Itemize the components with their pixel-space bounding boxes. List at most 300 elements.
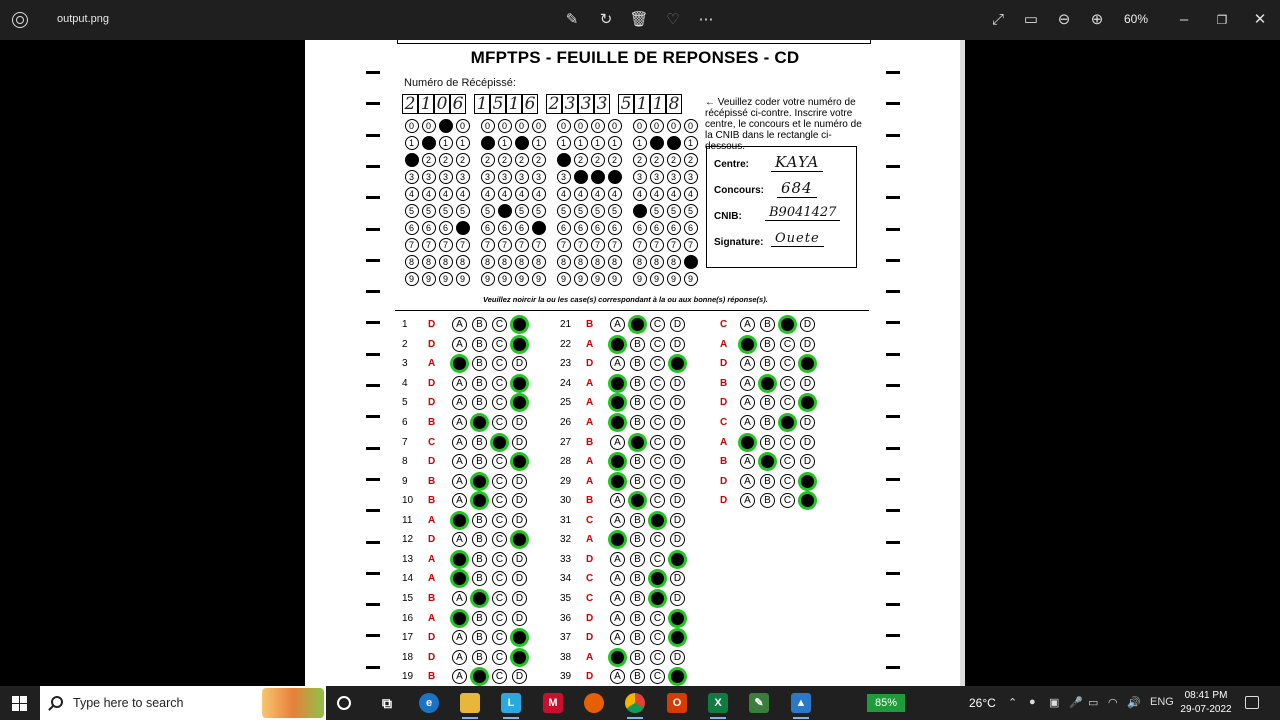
digit-bubble: 9 — [650, 272, 664, 286]
answer-key-letter: A — [586, 651, 594, 663]
digit-bubble: 8 — [667, 255, 681, 269]
option-bubble-d: D — [800, 435, 815, 450]
weather-temperature[interactable]: 26°C — [969, 696, 996, 710]
option-bubble-a: A — [740, 356, 755, 371]
question-number: 33 — [560, 553, 572, 565]
close-icon[interactable]: ✕ — [1253, 11, 1267, 28]
option-bubble-a — [610, 454, 625, 469]
option-bubble-b: B — [630, 376, 645, 391]
meet-now-icon[interactable]: ▣ — [1049, 697, 1060, 709]
option-bubble-b: B — [630, 415, 645, 430]
question-number: 10 — [402, 495, 414, 507]
digit-bubble — [650, 136, 664, 150]
taskbar — [0, 686, 1280, 720]
option-bubble-d: D — [670, 474, 685, 489]
answer-row — [558, 491, 685, 511]
timing-mark — [886, 353, 900, 356]
option-bubble-a: A — [452, 337, 467, 352]
option-bubble-d: D — [512, 591, 527, 606]
digit-bubble: 3 — [481, 170, 495, 184]
digit-bubble: 4 — [498, 187, 512, 201]
timing-mark — [886, 478, 900, 481]
question-number: 37 — [560, 632, 572, 644]
option-bubble-d — [800, 356, 815, 371]
digit-bubble: 2 — [684, 153, 698, 167]
digit-bubble: 5 — [481, 204, 495, 218]
python-idle-icon[interactable]: ✎ — [749, 693, 769, 713]
option-bubble-d: D — [800, 337, 815, 352]
wifi-icon[interactable]: ◠ — [1108, 697, 1118, 709]
answer-row — [718, 393, 815, 413]
answer-row — [400, 608, 527, 628]
question-number: 11 — [402, 514, 413, 526]
option-bubble-b: B — [472, 650, 487, 665]
option-bubble-c — [780, 317, 795, 332]
recepisse-digit: 1 — [418, 94, 434, 114]
more-icon[interactable]: ⋯ — [698, 11, 714, 28]
digit-bubble: 5 — [422, 204, 436, 218]
timing-mark — [366, 290, 380, 293]
option-bubble-a: A — [610, 552, 625, 567]
option-bubble-a — [610, 376, 625, 391]
digit-bubble — [557, 153, 571, 167]
tray-app-icon[interactable]: ● — [1029, 696, 1036, 708]
option-bubble-a: A — [740, 317, 755, 332]
option-bubble-d — [670, 611, 685, 626]
digit-bubble: 6 — [405, 221, 419, 235]
option-bubble-c: C — [650, 630, 665, 645]
answer-key-letter: B — [586, 495, 594, 507]
zoom-level[interactable]: 60% — [1124, 12, 1149, 26]
instruction-text: Veuillez noircir la ou les case(s) correspondant à la ou aux bonne(s) réponse(s). — [483, 295, 768, 304]
digit-bubble: 7 — [591, 238, 605, 252]
question-number: 29 — [560, 475, 572, 487]
question-number: 21 — [560, 319, 572, 331]
answer-row — [718, 452, 815, 472]
answer-row — [400, 393, 527, 413]
option-bubble-c: C — [492, 356, 507, 371]
option-bubble-b: B — [630, 571, 645, 586]
option-bubble-a: A — [452, 669, 467, 684]
minimize-icon[interactable]: – — [1179, 11, 1189, 28]
option-bubble-d: D — [512, 571, 527, 586]
task-view-icon[interactable]: ⧉ — [382, 695, 392, 711]
digit-bubble: 5 — [650, 204, 664, 218]
digit-bubble: 7 — [557, 238, 571, 252]
top-registration-marks — [397, 40, 871, 44]
digit-bubble: 5 — [574, 204, 588, 218]
recepisse-digit: 0 — [434, 94, 450, 114]
digit-bubble: 9 — [481, 272, 495, 286]
answer-row — [718, 354, 815, 374]
digit-bubble: 0 — [608, 119, 622, 133]
recepisse-digit: 1 — [650, 94, 666, 114]
option-bubble-c: C — [492, 591, 507, 606]
option-bubble-a: A — [610, 356, 625, 371]
option-bubble-d — [800, 474, 815, 489]
option-bubble-a: A — [452, 532, 467, 547]
search-placeholder: Type here to search — [73, 696, 184, 710]
recepisse-label: Numéro de Récépissé: — [404, 77, 516, 89]
digit-bubble: 1 — [574, 136, 588, 150]
digit-bubble — [456, 221, 470, 235]
answer-row — [400, 667, 527, 686]
option-bubble-d: D — [512, 513, 527, 528]
answer-row — [718, 374, 815, 394]
delete-icon[interactable]: 🗑 — [629, 11, 649, 28]
digit-bubble: 3 — [515, 170, 529, 184]
chrome-icon[interactable] — [625, 693, 645, 713]
option-bubble-b: B — [472, 513, 487, 528]
digit-bubble: 3 — [667, 170, 681, 184]
digit-bubble: 8 — [422, 255, 436, 269]
rotate-icon[interactable]: ↻ — [599, 11, 613, 28]
show-hidden-icons-chevron[interactable]: ⌃ — [1008, 697, 1018, 709]
zoom-in-icon[interactable]: ⊕ — [1090, 11, 1104, 28]
option-bubble-b: B — [472, 552, 487, 567]
option-bubble-a: A — [452, 650, 467, 665]
answer-row — [718, 335, 815, 355]
answer-row — [558, 471, 685, 491]
coding-note: ← Veuillez coder votre numéro de récépissé ci-contre. Inscrire votre centre, le concours et le numéro de la CNIB dans le rectangle ci-dessous. — [705, 97, 862, 152]
recepisse-digit: 6 — [450, 94, 466, 114]
zoom-out-icon[interactable]: ⊖ — [1057, 11, 1071, 28]
sheet-title: MFPTPS - FEUILLE DE REPONSES - CD — [470, 48, 800, 67]
timing-mark — [366, 415, 380, 418]
option-bubble-a — [610, 415, 625, 430]
start-button[interactable] — [12, 696, 27, 711]
option-bubble-c: C — [780, 474, 795, 489]
option-bubble-b: B — [472, 356, 487, 371]
timing-mark — [886, 415, 900, 418]
timing-mark — [886, 71, 900, 74]
answer-row — [558, 374, 685, 394]
digit-bubble: 6 — [481, 221, 495, 235]
question-number: 19 — [402, 671, 414, 683]
answer-row — [400, 569, 527, 589]
battery-indicator[interactable]: 85% — [867, 694, 905, 712]
answer-key-letter: C — [720, 417, 728, 428]
question-number: 23 — [560, 358, 572, 370]
digit-bubble: 1 — [405, 136, 419, 150]
option-bubble-d: D — [512, 435, 527, 450]
answer-row — [400, 589, 527, 609]
answer-key-letter: D — [720, 397, 728, 409]
option-bubble-d: D — [512, 356, 527, 371]
option-bubble-c: C — [492, 630, 507, 645]
left-timing-marks — [366, 40, 380, 686]
recepisse-digit: 2 — [546, 94, 562, 114]
option-bubble-b — [472, 415, 487, 430]
option-bubble-a — [610, 337, 625, 352]
digit-bubble: 8 — [439, 255, 453, 269]
option-bubble-d: D — [800, 415, 815, 430]
file-explorer-icon[interactable] — [460, 693, 480, 713]
volume-icon[interactable]: 🔊 — [1127, 697, 1141, 709]
clock[interactable] — [1178, 689, 1234, 717]
digit-bubble: 4 — [557, 187, 571, 201]
question-number: 31 — [560, 514, 572, 526]
image-viewer[interactable] — [0, 40, 1280, 686]
digit-bubble: 9 — [591, 272, 605, 286]
recepisse-digit: 3 — [594, 94, 610, 114]
photos-icon[interactable]: ▲ — [791, 693, 811, 713]
timing-mark — [366, 165, 380, 168]
question-number: 26 — [560, 417, 572, 428]
option-bubble-b: B — [630, 474, 645, 489]
microphone-icon[interactable]: 🎤 — [1069, 697, 1083, 709]
firefox-icon[interactable] — [584, 693, 604, 713]
digit-bubble: 6 — [633, 221, 647, 235]
answer-row — [400, 432, 527, 452]
option-bubble-d: D — [670, 317, 685, 332]
digit-bubble — [439, 119, 453, 133]
l-app-icon[interactable]: L — [501, 693, 521, 713]
timing-mark — [886, 447, 900, 450]
option-bubble-b: B — [472, 435, 487, 450]
title-bar — [0, 0, 1280, 40]
timing-mark — [886, 290, 900, 293]
option-bubble-d: D — [670, 415, 685, 430]
edge-icon[interactable]: e — [419, 693, 439, 713]
notification-icon[interactable] — [1245, 696, 1259, 709]
question-number: 38 — [560, 651, 572, 663]
option-bubble-a: A — [610, 513, 625, 528]
question-number: 2 — [402, 338, 408, 350]
option-bubble-a: A — [452, 454, 467, 469]
timing-mark — [366, 478, 380, 481]
digit-bubble: 2 — [439, 153, 453, 167]
digit-bubble: 6 — [515, 221, 529, 235]
option-bubble-b: B — [472, 630, 487, 645]
answer-key-letter: B — [586, 319, 594, 331]
answer-row — [558, 589, 685, 609]
option-bubble-c: C — [492, 317, 507, 332]
digit-bubble: 9 — [557, 272, 571, 286]
digit-bubble: 5 — [456, 204, 470, 218]
option-bubble-d: D — [670, 337, 685, 352]
answer-row — [558, 315, 685, 335]
answer-row — [558, 647, 685, 667]
answer-key-letter: A — [586, 534, 594, 546]
answer-key-letter: D — [586, 612, 594, 624]
digit-bubble: 6 — [591, 221, 605, 235]
favorite-icon[interactable]: ♡ — [666, 11, 680, 28]
digit-bubble: 1 — [557, 136, 571, 150]
option-bubble-c: C — [780, 337, 795, 352]
option-bubble-d — [670, 669, 685, 684]
photos-app-icon — [12, 12, 28, 28]
maximize-icon[interactable]: ❐ — [1216, 13, 1228, 27]
digit-bubble: 7 — [633, 238, 647, 252]
option-bubble-a — [452, 513, 467, 528]
timing-mark — [366, 71, 380, 74]
divider-line — [395, 310, 869, 311]
option-bubble-b: B — [630, 513, 645, 528]
digit-bubble: 7 — [684, 238, 698, 252]
option-bubble-c: C — [650, 317, 665, 332]
digit-bubble: 1 — [456, 136, 470, 150]
digit-bubble: 2 — [608, 153, 622, 167]
mcafee-icon[interactable]: M — [543, 693, 563, 713]
timing-mark — [886, 196, 900, 199]
answer-row — [718, 413, 815, 433]
excel-icon[interactable]: X — [708, 693, 728, 713]
option-bubble-a: A — [740, 395, 755, 410]
answer-row — [400, 647, 527, 667]
digit-bubble — [684, 255, 698, 269]
digit-bubble: 8 — [591, 255, 605, 269]
option-bubble-d: D — [670, 513, 685, 528]
option-bubble-a: A — [452, 591, 467, 606]
digit-bubble: 8 — [481, 255, 495, 269]
option-bubble-c: C — [492, 376, 507, 391]
question-number: 7 — [402, 436, 408, 448]
digit-bubble: 0 — [574, 119, 588, 133]
timing-mark — [886, 134, 900, 137]
answer-row — [400, 354, 527, 374]
answer-key-letter: A — [428, 358, 436, 370]
signature-label: Signature: — [714, 237, 764, 248]
answer-sheet — [305, 40, 965, 686]
option-bubble-b — [472, 669, 487, 684]
option-bubble-b: B — [472, 395, 487, 410]
option-bubble-b: B — [760, 337, 775, 352]
search-box[interactable] — [40, 686, 326, 720]
digit-bubble: 6 — [684, 221, 698, 235]
answer-row — [558, 335, 685, 355]
digit-bubble: 7 — [532, 238, 546, 252]
edit-icon[interactable]: ✎ — [565, 11, 579, 28]
answer-key-letter: C — [586, 573, 594, 585]
option-bubble-b — [630, 493, 645, 508]
answer-key-letter: A — [720, 436, 728, 448]
question-number: 17 — [402, 632, 414, 644]
option-bubble-a — [452, 356, 467, 371]
digit-bubble: 2 — [515, 153, 529, 167]
digit-bubble: 8 — [532, 255, 546, 269]
digit-bubble — [574, 170, 588, 184]
option-bubble-b: B — [760, 415, 775, 430]
answer-key-letter: C — [586, 592, 594, 604]
option-bubble-d — [670, 356, 685, 371]
option-bubble-d — [512, 337, 527, 352]
option-bubble-d — [512, 376, 527, 391]
timing-mark — [366, 259, 380, 262]
timing-mark — [366, 634, 380, 637]
digit-bubble: 0 — [405, 119, 419, 133]
cortana-icon[interactable] — [337, 696, 351, 710]
option-bubble-a — [610, 474, 625, 489]
option-bubble-c: C — [650, 532, 665, 547]
option-bubble-c: C — [492, 669, 507, 684]
answer-key-letter: D — [428, 377, 436, 389]
digit-bubble: 3 — [532, 170, 546, 184]
timing-mark — [366, 228, 380, 231]
question-number: 39 — [560, 671, 572, 683]
answer-key-letter: D — [586, 632, 594, 644]
digit-bubble: 7 — [650, 238, 664, 252]
option-bubble-b: B — [472, 454, 487, 469]
digit-bubble: 3 — [498, 170, 512, 184]
option-bubble-b — [630, 317, 645, 332]
option-bubble-a — [452, 571, 467, 586]
timing-mark — [366, 134, 380, 137]
option-bubble-d: D — [670, 650, 685, 665]
language-indicator[interactable]: ENG — [1150, 696, 1174, 708]
sheet-shadow-edge — [960, 40, 965, 686]
digit-bubble — [591, 170, 605, 184]
recepisse-digit: 2 — [402, 94, 418, 114]
answer-key-letter: D — [586, 553, 594, 565]
answer-key-letter: A — [586, 338, 594, 350]
digit-bubble: 4 — [481, 187, 495, 201]
option-bubble-a: A — [452, 493, 467, 508]
question-number: 16 — [402, 612, 414, 624]
battery-icon[interactable]: ▭ — [1088, 697, 1099, 709]
timing-mark — [886, 165, 900, 168]
option-bubble-d: D — [800, 376, 815, 391]
option-bubble-c: C — [650, 493, 665, 508]
digit-bubble: 3 — [422, 170, 436, 184]
option-bubble-d — [512, 317, 527, 332]
answer-row — [558, 432, 685, 452]
digit-bubble — [667, 136, 681, 150]
office-icon[interactable]: O — [667, 693, 687, 713]
answer-key-letter: D — [586, 671, 594, 683]
option-bubble-b: B — [630, 591, 645, 606]
question-number: 12 — [402, 534, 414, 546]
option-bubble-d: D — [512, 669, 527, 684]
digit-bubble: 4 — [532, 187, 546, 201]
option-bubble-b: B — [472, 317, 487, 332]
timing-mark — [366, 384, 380, 387]
digit-bubble: 2 — [574, 153, 588, 167]
timing-mark — [366, 321, 380, 324]
option-bubble-a: A — [610, 591, 625, 606]
question-number: 5 — [402, 397, 408, 409]
fullscreen-icon[interactable]: ⤢ — [991, 11, 1004, 28]
answer-key-letter: D — [720, 495, 728, 507]
timing-mark — [366, 666, 380, 669]
answer-row — [400, 491, 527, 511]
answer-row — [400, 628, 527, 648]
recepisse-digit: 8 — [666, 94, 682, 114]
recepisse-digit: 5 — [618, 94, 634, 114]
option-bubble-a — [452, 611, 467, 626]
digit-bubble: 8 — [515, 255, 529, 269]
digit-bubble: 9 — [422, 272, 436, 286]
timing-mark — [886, 634, 900, 637]
answer-row — [558, 569, 685, 589]
answer-row — [558, 550, 685, 570]
option-bubble-a: A — [740, 493, 755, 508]
question-number: 18 — [402, 651, 414, 663]
digit-bubble: 2 — [532, 153, 546, 167]
answer-key-letter: B — [428, 417, 436, 428]
timing-mark — [366, 572, 380, 575]
digit-bubble: 5 — [439, 204, 453, 218]
answer-row — [558, 667, 685, 686]
option-bubble-d — [512, 650, 527, 665]
question-number: 8 — [402, 456, 408, 468]
option-bubble-c — [650, 571, 665, 586]
recepisse-digit: 3 — [562, 94, 578, 114]
option-bubble-c: C — [650, 395, 665, 410]
crop-icon[interactable]: ▭ — [1023, 11, 1039, 28]
option-bubble-a: A — [610, 571, 625, 586]
option-bubble-d — [512, 630, 527, 645]
